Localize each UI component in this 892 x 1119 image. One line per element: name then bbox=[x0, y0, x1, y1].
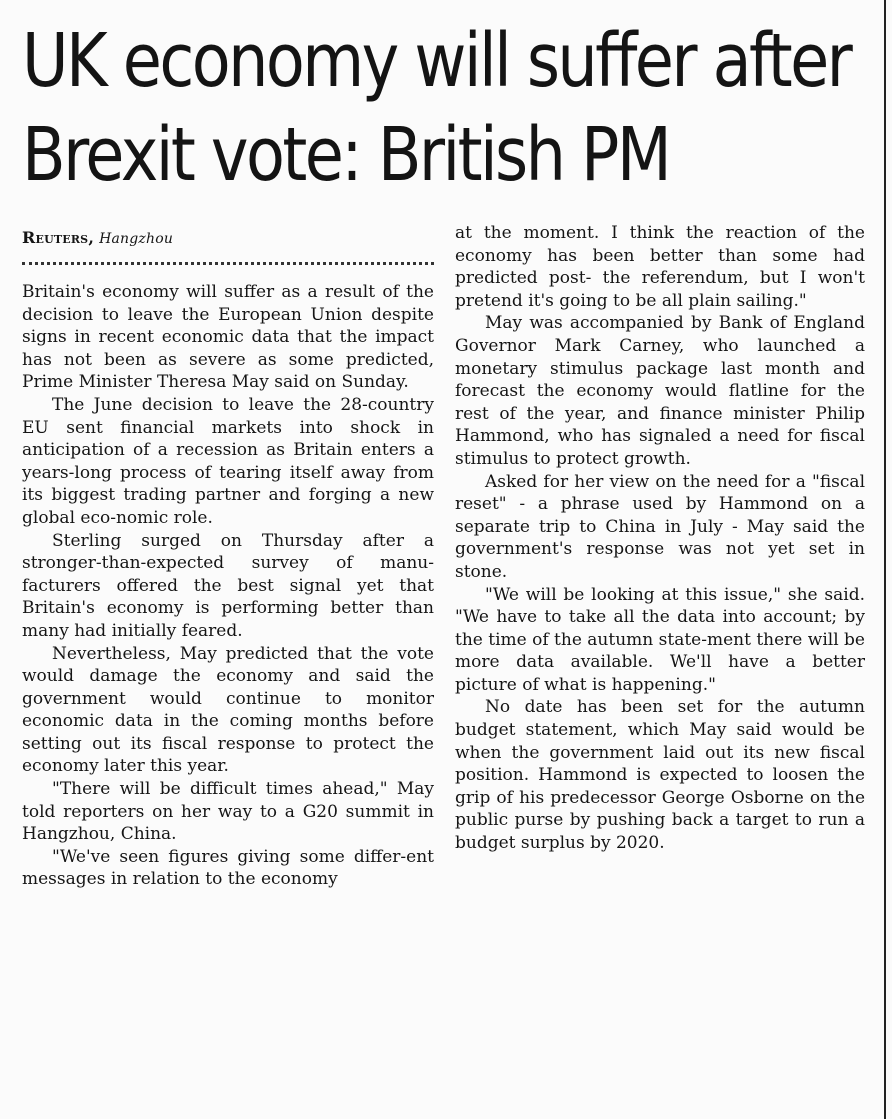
paragraph: "We've seen figures giving some differ-ent messages in relation to the economy bbox=[22, 846, 434, 890]
paragraph: Asked for her view on the need for a "fiscal reset" - a phrase used by Hammond on a separate trip to China in July - May said the government's response was not yet set in stone. bbox=[455, 471, 865, 582]
column-rule bbox=[884, 0, 886, 1119]
headline-line-1: UK economy will suffer after bbox=[22, 18, 851, 104]
paragraph-continued: at the moment. I think the reaction of the economy has been better than some had predicted post- the referendum, but I won't pretend it's going to be all plain sailing." bbox=[455, 223, 865, 311]
paragraph: No date has been set for the autumn budget statement, which May said would be when the government laid out its new fiscal position. Hammond is expected to loosen the grip of his predecessor George Osborne on the public purse by pushing back a target to run a budget surplus by 2020. bbox=[455, 697, 865, 854]
byline-agency: Reuters, bbox=[22, 228, 95, 247]
paragraph: Britain's economy will suffer as a result of the decision to leave the European Union despite signs in recent economic data that the impact has not been as severe as some predicted, Prime Minister Theresa May said on Sunday. bbox=[22, 282, 434, 393]
byline bbox=[22, 222, 434, 254]
headline-line-2: Brexit vote: British PM bbox=[22, 112, 670, 198]
paragraph: Nevertheless, May predicted that the vote would damage the economy and said the government would continue to monitor economic data in the coming months before setting out its fiscal response to protect the economy later this year. bbox=[22, 643, 434, 777]
paragraph: "There will be difficult times ahead," May told reporters on her way to a G20 summit in Hangzhou, China. bbox=[22, 779, 434, 845]
paragraph: May was accompanied by Bank of England Governor Mark Carney, who launched a monetary stimulus package last month and forecast the economy would flatline for the rest of the year, and finance minister Philip Hammond, who has signaled a need for fiscal stimulus to protect growth. bbox=[455, 313, 865, 469]
byline-location: Hangzhou bbox=[99, 231, 174, 247]
paragraph: The June decision to leave the 28-country EU sent financial markets into shock in anticipation of a recession as Britain enters a years-long process of tearing itself away from its biggest trading partner and forging a new global eco-nomic role. bbox=[22, 394, 434, 528]
article-column-right bbox=[455, 222, 865, 855]
dotted-separator bbox=[22, 262, 434, 269]
headline bbox=[22, 14, 851, 202]
paragraph: "We will be looking at this issue," she said. "We have to take all the data into account; by the time of the autumn state-ment there will be more data available. We'll have a better picture of what is happening." bbox=[455, 584, 865, 695]
article-column-left bbox=[22, 222, 434, 891]
paragraph: Sterling surged on Thursday after a stronger-than-expected survey of manu-facturers offered the best signal yet that Britain's economy is performing better than many had initially feared. bbox=[22, 530, 434, 641]
